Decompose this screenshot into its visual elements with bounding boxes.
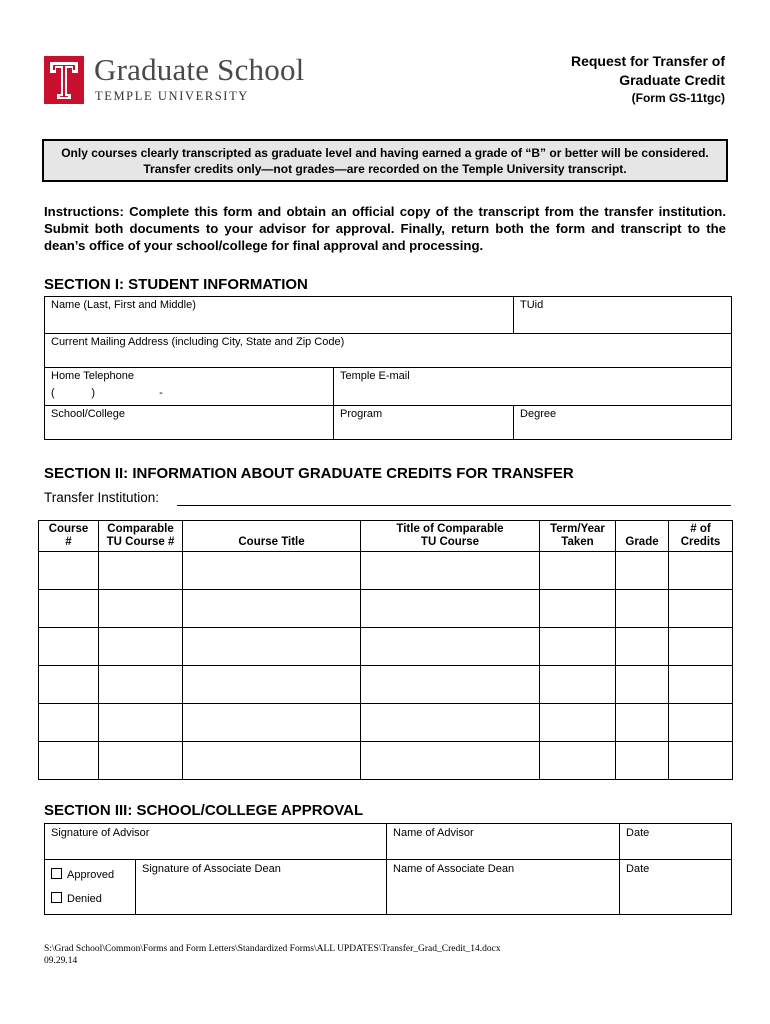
course-number-cell[interactable]	[39, 666, 99, 704]
col-course-title: Course Title	[183, 521, 361, 552]
course-title-cell[interactable]	[183, 552, 361, 590]
comparable-tu-course-cell[interactable]	[99, 742, 183, 780]
tuid-label: TUid	[520, 299, 544, 311]
footer-date: 09.29.14	[44, 956, 78, 966]
courses-table	[38, 520, 733, 780]
advisor-name-label: Name of Advisor	[393, 827, 474, 839]
title-comparable-cell[interactable]	[361, 704, 540, 742]
form-title-block	[571, 52, 725, 107]
course-title-cell[interactable]	[183, 704, 361, 742]
col-grade: Grade	[616, 521, 669, 552]
graduate-school-logo	[44, 52, 334, 106]
form-title-line1: Request for Transfer of	[570, 53, 725, 69]
footer-file-path: S:\Grad School\Common\Forms and Form Letters\Standardized Forms\ALL UPDATES\Transfer_Grad_Credit_14.docx	[44, 944, 501, 954]
instructions-text: Instructions: Complete this form and obtain an official copy of the transcript from the transfer institution. Submit both documents to your advisor for approval. Finally, return both the form and transcript to the dean’s office of your school/college for final approval and processing.	[44, 204, 726, 253]
dean-name-field[interactable]	[387, 860, 620, 915]
phone-field[interactable]	[45, 368, 334, 406]
degree-label: Degree	[520, 408, 557, 420]
approved-option[interactable]	[51, 863, 129, 887]
tuid-field[interactable]	[514, 297, 732, 334]
course-number-cell[interactable]	[39, 628, 99, 666]
approved-checkbox[interactable]	[51, 868, 62, 879]
course-number-cell[interactable]	[39, 704, 99, 742]
advisor-date-field[interactable]	[620, 824, 732, 860]
credits-cell[interactable]	[669, 628, 733, 666]
credits-cell[interactable]	[669, 704, 733, 742]
credits-cell[interactable]	[669, 666, 733, 704]
program-field[interactable]	[334, 406, 514, 440]
credits-cell[interactable]	[669, 590, 733, 628]
denied-checkbox[interactable]	[51, 892, 62, 903]
email-label: Temple E-mail	[340, 370, 410, 382]
term-year-cell[interactable]	[540, 590, 616, 628]
logo-title: Graduate School	[94, 52, 305, 87]
course-rows	[39, 552, 733, 780]
advisor-signature-label: Signature of Advisor	[51, 827, 150, 839]
course-number-cell[interactable]	[39, 590, 99, 628]
credits-cell[interactable]	[669, 552, 733, 590]
notice-line1: Only courses clearly transcripted as graduate level and having earned a grade of “B” or better will be considered.	[61, 146, 709, 160]
course-row	[39, 666, 733, 704]
grade-cell[interactable]	[616, 704, 669, 742]
footer	[44, 943, 501, 967]
course-number-cell[interactable]	[39, 552, 99, 590]
notice-line2: Transfer credits only—not grades—are recorded on the Temple University transcript.	[143, 162, 627, 176]
approved-label: Approved	[67, 869, 115, 881]
temple-t-icon	[44, 56, 84, 104]
col-comparable-tu-course: Comparable TU Course #	[99, 521, 183, 552]
name-field[interactable]	[45, 297, 514, 334]
course-row	[39, 628, 733, 666]
form-title-line2: Graduate Credit	[619, 72, 725, 88]
form-number: (Form GS-11tgc)	[631, 91, 725, 105]
decision-cell	[45, 860, 136, 915]
term-year-cell[interactable]	[540, 666, 616, 704]
term-year-cell[interactable]	[540, 704, 616, 742]
dean-signature-label: Signature of Associate Dean	[142, 863, 281, 875]
dean-date-field[interactable]	[620, 860, 732, 915]
term-year-cell[interactable]	[540, 742, 616, 780]
advisor-date-label: Date	[626, 827, 650, 839]
col-credits: # of Credits	[669, 521, 733, 552]
denied-option[interactable]	[51, 887, 129, 911]
comparable-tu-course-cell[interactable]	[99, 590, 183, 628]
term-year-cell[interactable]	[540, 552, 616, 590]
transfer-institution-label: Transfer Institution:	[44, 490, 160, 505]
dean-date-label: Date	[626, 863, 650, 875]
title-comparable-cell[interactable]	[361, 666, 540, 704]
grade-cell[interactable]	[616, 590, 669, 628]
phone-label: Home Telephone	[51, 370, 134, 382]
email-field[interactable]	[334, 368, 732, 406]
approval-table	[44, 823, 732, 915]
title-comparable-cell[interactable]	[361, 628, 540, 666]
comparable-tu-course-cell[interactable]	[99, 666, 183, 704]
address-label: Current Mailing Address (including City, State and Zip Code)	[51, 336, 345, 348]
section2-title: SECTION II: INFORMATION ABOUT GRADUATE CREDITS FOR TRANSFER	[44, 465, 574, 482]
eligibility-notice	[42, 139, 728, 182]
dean-name-label: Name of Associate Dean	[393, 863, 515, 875]
grade-cell[interactable]	[616, 628, 669, 666]
course-title-cell[interactable]	[183, 628, 361, 666]
transfer-institution-input[interactable]	[177, 505, 731, 506]
degree-field[interactable]	[514, 406, 732, 440]
course-row	[39, 590, 733, 628]
course-number-cell[interactable]	[39, 742, 99, 780]
program-label: Program	[340, 408, 383, 420]
title-comparable-cell[interactable]	[361, 552, 540, 590]
course-title-cell[interactable]	[183, 666, 361, 704]
credits-cell[interactable]	[669, 742, 733, 780]
dean-signature-field[interactable]	[136, 860, 387, 915]
course-row	[39, 742, 733, 780]
school-label: School/College	[51, 408, 125, 420]
section3-title: SECTION III: SCHOOL/COLLEGE APPROVAL	[44, 802, 364, 819]
grade-cell[interactable]	[616, 552, 669, 590]
comparable-tu-course-cell[interactable]	[99, 552, 183, 590]
course-row	[39, 704, 733, 742]
term-year-cell[interactable]	[540, 628, 616, 666]
school-field[interactable]	[45, 406, 334, 440]
col-term-year: Term/Year Taken	[540, 521, 616, 552]
denied-label: Denied	[67, 893, 102, 905]
title-comparable-cell[interactable]	[361, 742, 540, 780]
phone-format: ( ) -	[51, 387, 163, 399]
title-comparable-cell[interactable]	[361, 590, 540, 628]
logo-subtitle: TEMPLE UNIVERSITY	[95, 89, 249, 103]
address-field[interactable]	[45, 334, 732, 368]
advisor-name-field[interactable]	[387, 824, 620, 860]
col-course-number: Course #	[39, 521, 99, 552]
course-row	[39, 552, 733, 590]
grade-cell[interactable]	[616, 742, 669, 780]
student-info-table	[44, 296, 732, 440]
name-label: Name (Last, First and Middle)	[51, 299, 196, 311]
comparable-tu-course-cell[interactable]	[99, 628, 183, 666]
comparable-tu-course-cell[interactable]	[99, 704, 183, 742]
grade-cell[interactable]	[616, 666, 669, 704]
course-title-cell[interactable]	[183, 590, 361, 628]
course-title-cell[interactable]	[183, 742, 361, 780]
col-title-comparable: Title of Comparable TU Course	[361, 521, 540, 552]
section1-title: SECTION I: STUDENT INFORMATION	[44, 276, 308, 293]
advisor-signature-field[interactable]	[45, 824, 387, 860]
